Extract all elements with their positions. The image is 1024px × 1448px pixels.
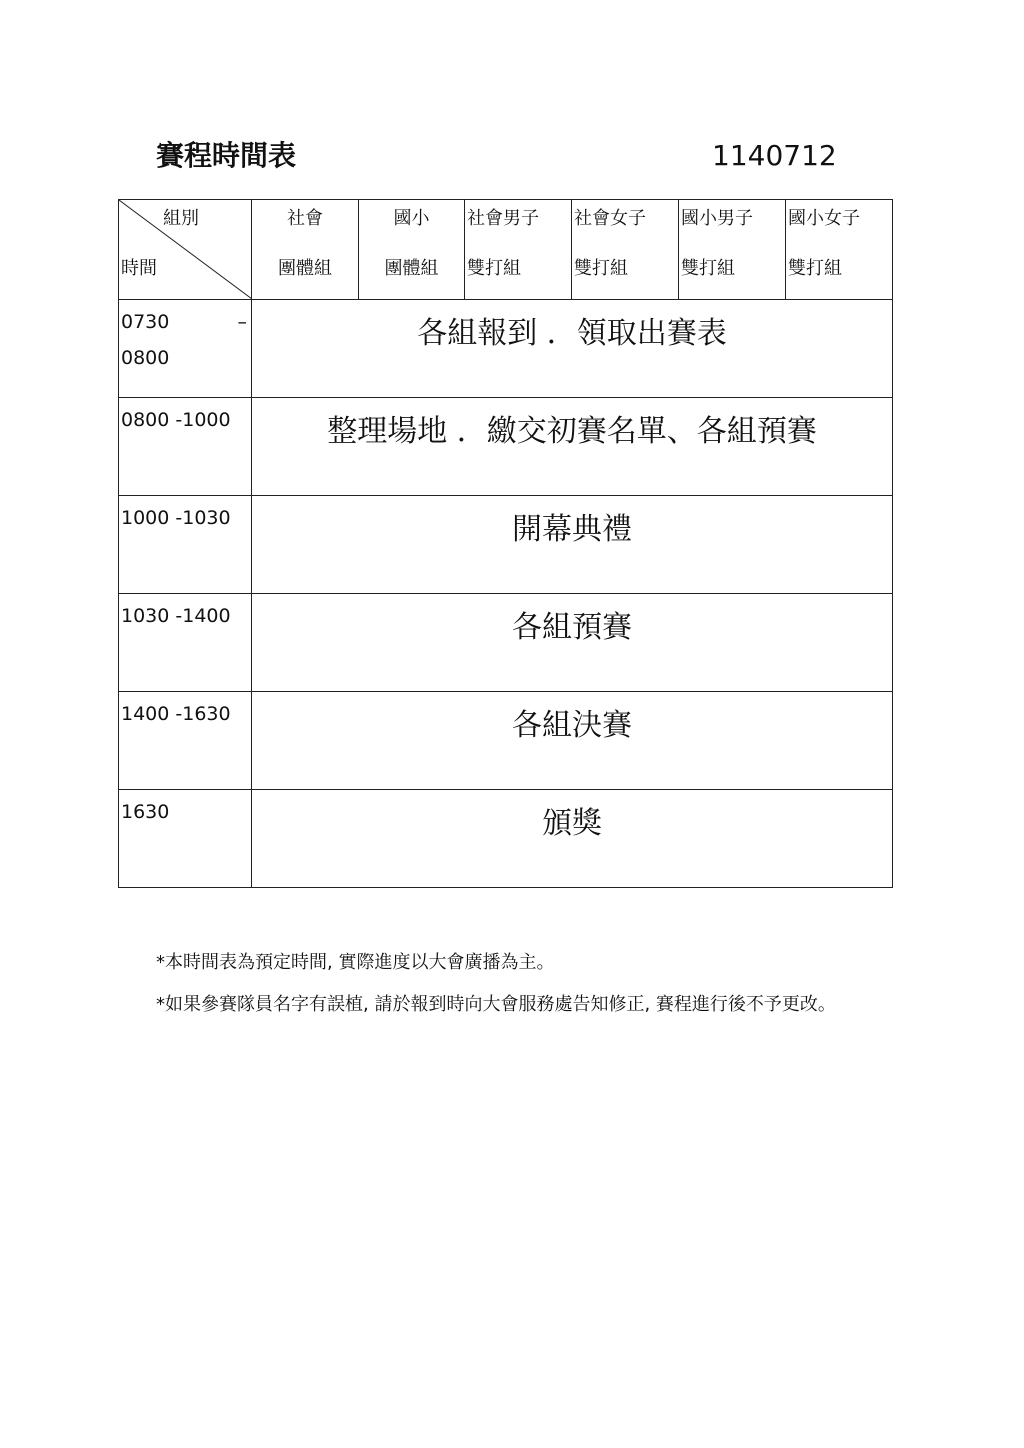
event-cell: [252, 692, 893, 790]
header-group-cell: [465, 200, 572, 300]
time-range: 1400 -1630: [121, 703, 231, 725]
header-corner-cell: [119, 200, 252, 300]
time-start: 0730: [121, 311, 170, 333]
table-header-row: [119, 200, 893, 300]
time-end: 0800: [121, 347, 170, 369]
event-cell: [252, 496, 893, 594]
time-cell: [119, 398, 252, 496]
event-text: 各組報到 ．領取出賽表: [417, 316, 727, 351]
table-row: [119, 594, 893, 692]
time-range: 1030 -1400: [121, 605, 231, 627]
schedule-table: [118, 199, 893, 888]
time-cell: [119, 300, 252, 398]
group-name: 國小男子: [681, 208, 753, 229]
group-type: 團體組: [278, 258, 332, 279]
group-name: 國小: [393, 208, 430, 229]
group-type: 團體組: [384, 258, 439, 279]
event-text: 各組決賽: [512, 708, 632, 743]
time-cell: [119, 692, 252, 790]
table-row: [119, 300, 893, 398]
event-text: 開幕典禮: [512, 512, 632, 547]
note-schedule-disclaimer: *本時間表為預定時間, 實際進度以大會廣播為主。: [156, 952, 555, 973]
time-cell: [119, 594, 252, 692]
group-name: 社會男子: [467, 208, 539, 229]
header-time-label: 時間: [121, 258, 157, 279]
event-cell: [252, 398, 893, 496]
table-row: [119, 790, 893, 888]
header-group-cell: [786, 200, 893, 300]
group-type: 雙打組: [574, 258, 628, 279]
event-text: 整理場地 ．繳交初賽名單、各組預賽: [327, 414, 817, 449]
time-cell: [119, 790, 252, 888]
table-row: [119, 398, 893, 496]
note-name-correction: *如果參賽隊員名字有誤植, 請於報到時向大會服務處告知修正, 賽程進行後不予更改。: [156, 994, 836, 1015]
group-name: 國小女子: [788, 208, 860, 229]
table-row: [119, 496, 893, 594]
event-text: 各組預賽: [512, 610, 632, 645]
header-group-cell: [572, 200, 679, 300]
event-cell: [252, 790, 893, 888]
header-group-cell: [252, 200, 359, 300]
time-dash: –: [237, 311, 247, 333]
time-range: 1630: [121, 801, 170, 823]
document-title: 賽程時間表: [156, 139, 297, 172]
header-group-label: 組別: [163, 208, 199, 229]
group-type: 雙打組: [467, 258, 521, 279]
document-date: 1140712: [712, 139, 837, 172]
table-row: [119, 692, 893, 790]
time-range: 0800 -1000: [121, 409, 231, 431]
group-name: 社會: [287, 208, 323, 229]
event-cell: [252, 300, 893, 398]
group-type: 雙打組: [681, 258, 735, 279]
header-group-cell: [679, 200, 786, 300]
time-cell: [119, 496, 252, 594]
group-name: 社會女子: [574, 208, 646, 229]
header-group-cell: [359, 200, 465, 300]
notes-section: [156, 946, 876, 1030]
time-range: 1000 -1030: [121, 507, 231, 529]
group-type: 雙打組: [788, 258, 842, 279]
event-text: 頒獎: [542, 806, 602, 841]
event-cell: [252, 594, 893, 692]
